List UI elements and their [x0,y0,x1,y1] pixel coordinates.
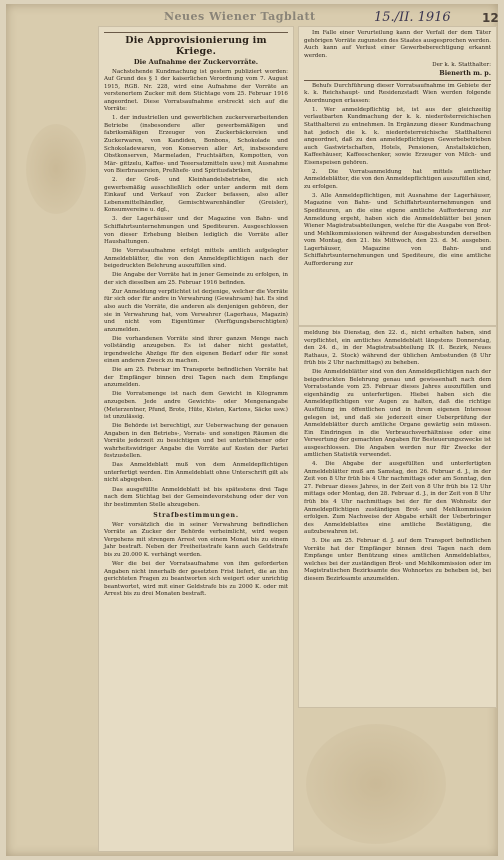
paragraph: 4. Die Abgabe der ausgefüllten und unterfertigten Anmeldeblätter muß am Samstag, den 26. Februar d. J., in der Zeit von 8 Uhr früh bis 4 Uhr nachmittags oder am Sonntag, den 27. Februar dieses Jahres, in der Zeit von 8 Uhr früh bis 12 Uhr mittags oder Montag, den 28. Februar d. J., in der Zeit von 8 Uhr früh bis 4 Uhr nachmittags bei der für den Wohnsitz der Anmeldepflichtigen zuständigen Brot- und Mehlkommission erfolgen. Zum Nachweise der Abgabe erhält der Ueberbringer des Anmeldeblattes eine amtliche Bestätigung, die aufzubewahren ist. [304,461,491,536]
paragraph: 1. der industriellen und gewerblichen zuckerverarbeitenden Betriebe (insbesondere aller gewerbsmäßigen und fabriksmäßigen Erzeuger von Zuckerbäckereien und Zuckerwaren, von Kandiden, Bonbons, Schokolade und Schokoladewaren, von Konserven aller Art, insbesondere Obstkonserven, Marmeladen, Fruchtsäften, Kompotten, von Mär- gittzelu, Kaffee- und Teeersatzmitteln usw.) mit Ausnahme von Bierbrauereien, Preßhefe- und Spiritusfabriken, [104,115,288,175]
handwritten-date: 15./II. 1916 [374,10,451,25]
paragraph: 2. Die Vorratsanmeldung hat mittels amtlicher Anmeldeblätter, die von den Anmeldepflichtigen auszufüllen sind, zu erfolgen. [304,168,491,190]
paragraph: 2. der Groß- und Kleinhandelsbetriebe, die sich gewerbsmäßig ausschließlich oder unter anderm mit dem Einkauf und Verkauf von Zucker befassen, also aller Lebensmittelhändler, Gemischtwarenhändler (Greisler), Konsumvereine u. dgl., [104,177,288,214]
paragraph: Das ausgefüllte Anmeldeblatt ist bis spätestens drei Tage nach dem Stichtag bei der Gemeindevorstehung oder der von ihr bestimmten Stelle abzugeben. [104,486,288,508]
penal-heading: Strafbestimmungen. [153,512,239,520]
divider [104,32,288,33]
divider [304,80,491,81]
paragraph: 5. Die am 25. Februar d. J. auf dem Transport befindlichen Vorräte hat der Empfänger binnen drei Tagen nach dem Empfange unter Benützung eines amtlichen Anmeldeblattes, welches bei der zuständigen Brot- und Mehlkommission oder im Magistratischen Bezirksamte des Wohnortes zu beheben ist, bei diesem Bezirksamte anzumelden. [304,538,491,582]
paragraph: Die Angabe der Vorräte hat in jener Gemeinde zu erfolgen, in der sich dieselben am 25. Februar 1916 befinden. [104,272,288,286]
paragraph: Die Vorratsmenge ist nach dem Gewicht in Kilogramm anzugeben. Jede andre Gewichts- oder Mengenangabe (Meterzentner, Pfund, Brote, Hüte, Kisten, Kartons, Säcke usw.) ist unzulässig. [104,391,288,421]
paragraph: Behufs Durchführung dieser Vorratsaufnahme im Gebiete der k. k. Reichshaupt- und Residenzstadt Wien werden folgende Anordnungen erlassen: [304,82,491,104]
article-title: Die Approvisionierung im Kriege. [125,35,267,57]
paragraph: Die Behörde ist berechtigt, zur Ueberwachung der genauen Angaben in den Betriebs-, Vorrats- und sonstigen Räumen die Vorräte jederzeit zu besichtigen und bei unterbliebener oder wahrheitswidriger Angabe die Vorräte auf Kosten der Partei festzustellen. [104,423,288,460]
paragraph: Nachstehende Kundmachung ist gestern publiziert worden: Auf Grund des § 1 der kaiserlichen Verordnung vom 7. August 1915, RGB. Nr. 228, wird eine Aufnahme der Vorräte an verstenertem Zucker mit dem Stichtage vom 25. Februar 1916 angeordnet. Diese Vorratsaufnahme erstreckt sich auf die Vorräte: [104,68,288,113]
signature-title: Der k. k. Statthalter: [432,61,491,68]
paragraph: Zur Anmeldung verpflichtet ist derjenige, welcher die Vorräte für sich oder für andre in Verwahrung (Gewahrsam) hat. Es sind also auch die Vorräte, die anderen als denjenigen gehören, der sie in Verwahrung hat, vom Verwahrer (Lagerhaus, Magazin) und nicht vom Eigentümer (Verfügungsberechtigten) anzumelden. [104,288,288,333]
paragraph: 3. Alle Anmeldepflichtigen, mit Ausnahme der Lagerhäuser, Magazine von Bahn- und Schiffahrtsunternehmungen und Spediteuren, an die eine eigene amtliche Aufforderung zur Anmeldung ergeht, haben sich die Anmeldeblätter bei jenen Wiener Magistratsabteilungen, welche für die Ausgabe von Brot- und Mehlkommissionen während der Ausgabestunden derselben vom Montag, den 21. bis Mittwoch, den 23. d. M. ausgeben. Lagerhäuser, Magazine von Bahn- und Schiffahrtsunternehmungen und Spediteure, die eine amtliche Aufforderung zur [304,192,491,267]
paper-stain [26,124,86,214]
paragraph: Das Anmeldeblatt muß von dem Anmeldepflichtigen unterfertigt werden. Ein Anmeldeblatt ohne Unterschrift gilt als nicht abgegeben. [104,462,288,484]
article-column-right-top [298,26,497,326]
signature-name: Bienerth m. p. [439,69,491,78]
paper-stain [306,724,446,844]
article-subtitle: Die Aufnahme der Zuckervorräte. [133,58,259,66]
paragraph: Die vorhandenen Vorräte sind ihrer ganzen Menge nach vollständig anzugeben. Es ist daher nicht gestattet, irgendwelche Abzüge für den eigenen Bedarf oder für sonst einen anderen Zweck zu machen. [104,335,288,365]
paragraph: Die Anmeldeblätter sind von den Anmeldepflichtigen nach der beigedruckten Belehrung genau und gewissenhaft nach dem Vorratsstande vom 25. Februar dieses Jahres auszufüllen und eigenhändig zu unterfertigen. Hiebei haben sich die Anmeldepflichtigen vor Augen zu halten, daß die richtige Ausfüllung im öffentlichen und in ihrem eigenen Interesse gelegen ist, und daß sie jederzeit einer Ueberprüfung der Anmeldeblätter durch amtliche Organe gewärtig sein müssen. Ein Eindringen in die Verbrauchsverhältnisse oder eine Verwertung der gemachten Angaben für Besteuerungszwecke ist ausgeschlossen. Die Angaben werden nur für Zwecke der amtlichen Statistik verwendet. [304,369,491,459]
paragraph: Wer die bei der Vorratsaufnahme von ihm geforderten Angaben nicht innerhalb der gesetzten Frist liefert, die an ihn gerichteten Fragen zu beantworten sich weigert oder unrichtig beantwortet, wird mit einer Geldstrafe bis zu 2000 K. oder mit Arrest bis zu drei Monaten bestraft. [104,560,288,598]
paragraph: 1. Wer anmeldepflichtig ist, ist aus der gleichzeitig verlautbarten Kundmachung der k. k. niederösterreichischen Statthalterei zu entnehmen. In Ergänzung dieser Kundmachung hat jedoch die k. k. niederösterreichische Statthalterei angeordnet, daß zu den anmeldepflichtigen Gewerbebetrieben auch Gastwirtschaften, Hotels, Pensionen, Anstaltsküchen, Kaffeehäuser, Kaffeeschenker, sowie Erzeuger von Milch- und Eisenspeisen gehören. [304,106,491,166]
article-column-right-bottom [298,326,497,708]
paragraph: Wer vorsätzlich die in seiner Verwahrung befindlichen Vorräte an Zucker der Behörde verheimlicht, wird wegen Vergehens mit strengem Arrest von einem Monat bis zu einem Jahr bestraft. Neben der Freiheitsstrafe kann auch Geldstrafe bis zu 20.000 K. verhängt werden. [104,521,288,558]
paragraph: Im Falle einer Verurteilung kann der Verfall der dem Täter gehörigen Vorräte zugunsten des Staates ausgesprochen werden. Auch kann auf Verlust einer Gewerbeberechtigung erkannt werden. [304,30,491,59]
paragraph: Die Vorratsaufnahme erfolgt mittels amtlich aufgelegter Anmeldeblätter, die von den Anmeldepflichtigen nach der beigedruckten Belehrung auszufüllen sind. [104,248,288,270]
article-column-left [98,26,294,852]
masthead: Neues Wiener Tagblatt [164,10,316,23]
paragraph: Die am 25. Februar im Transporte befindlichen Vorräte hat der Empfänger binnen drei Tagen nach dem Empfange anzumelden. [104,367,288,389]
page-number: 12 [482,11,499,25]
newspaper-clipping [6,4,498,856]
paragraph: 3. der Lagerhäuser und der Magazine von Bahn- und Schiffahrtsunternehmungen und Spediteuren. Ausgeschlossen von dieser Erhebung bleiben lediglich die Vorräte aller Haushaltungen. [104,216,288,246]
paragraph: meldung bis Dienstag, den 22. d., nicht erhalten haben, sind verpflichtet, ein amtliches Anmeldeblatt längstens Donnerstag, den 24. d., in der Magistratsabteilung IX (I. Bezirk, Neues Rathaus, 2. Stock) während der üblichen Amtsstunden (8 Uhr früh bis 2 Uhr nachmittags) zu beheben. [304,330,491,367]
